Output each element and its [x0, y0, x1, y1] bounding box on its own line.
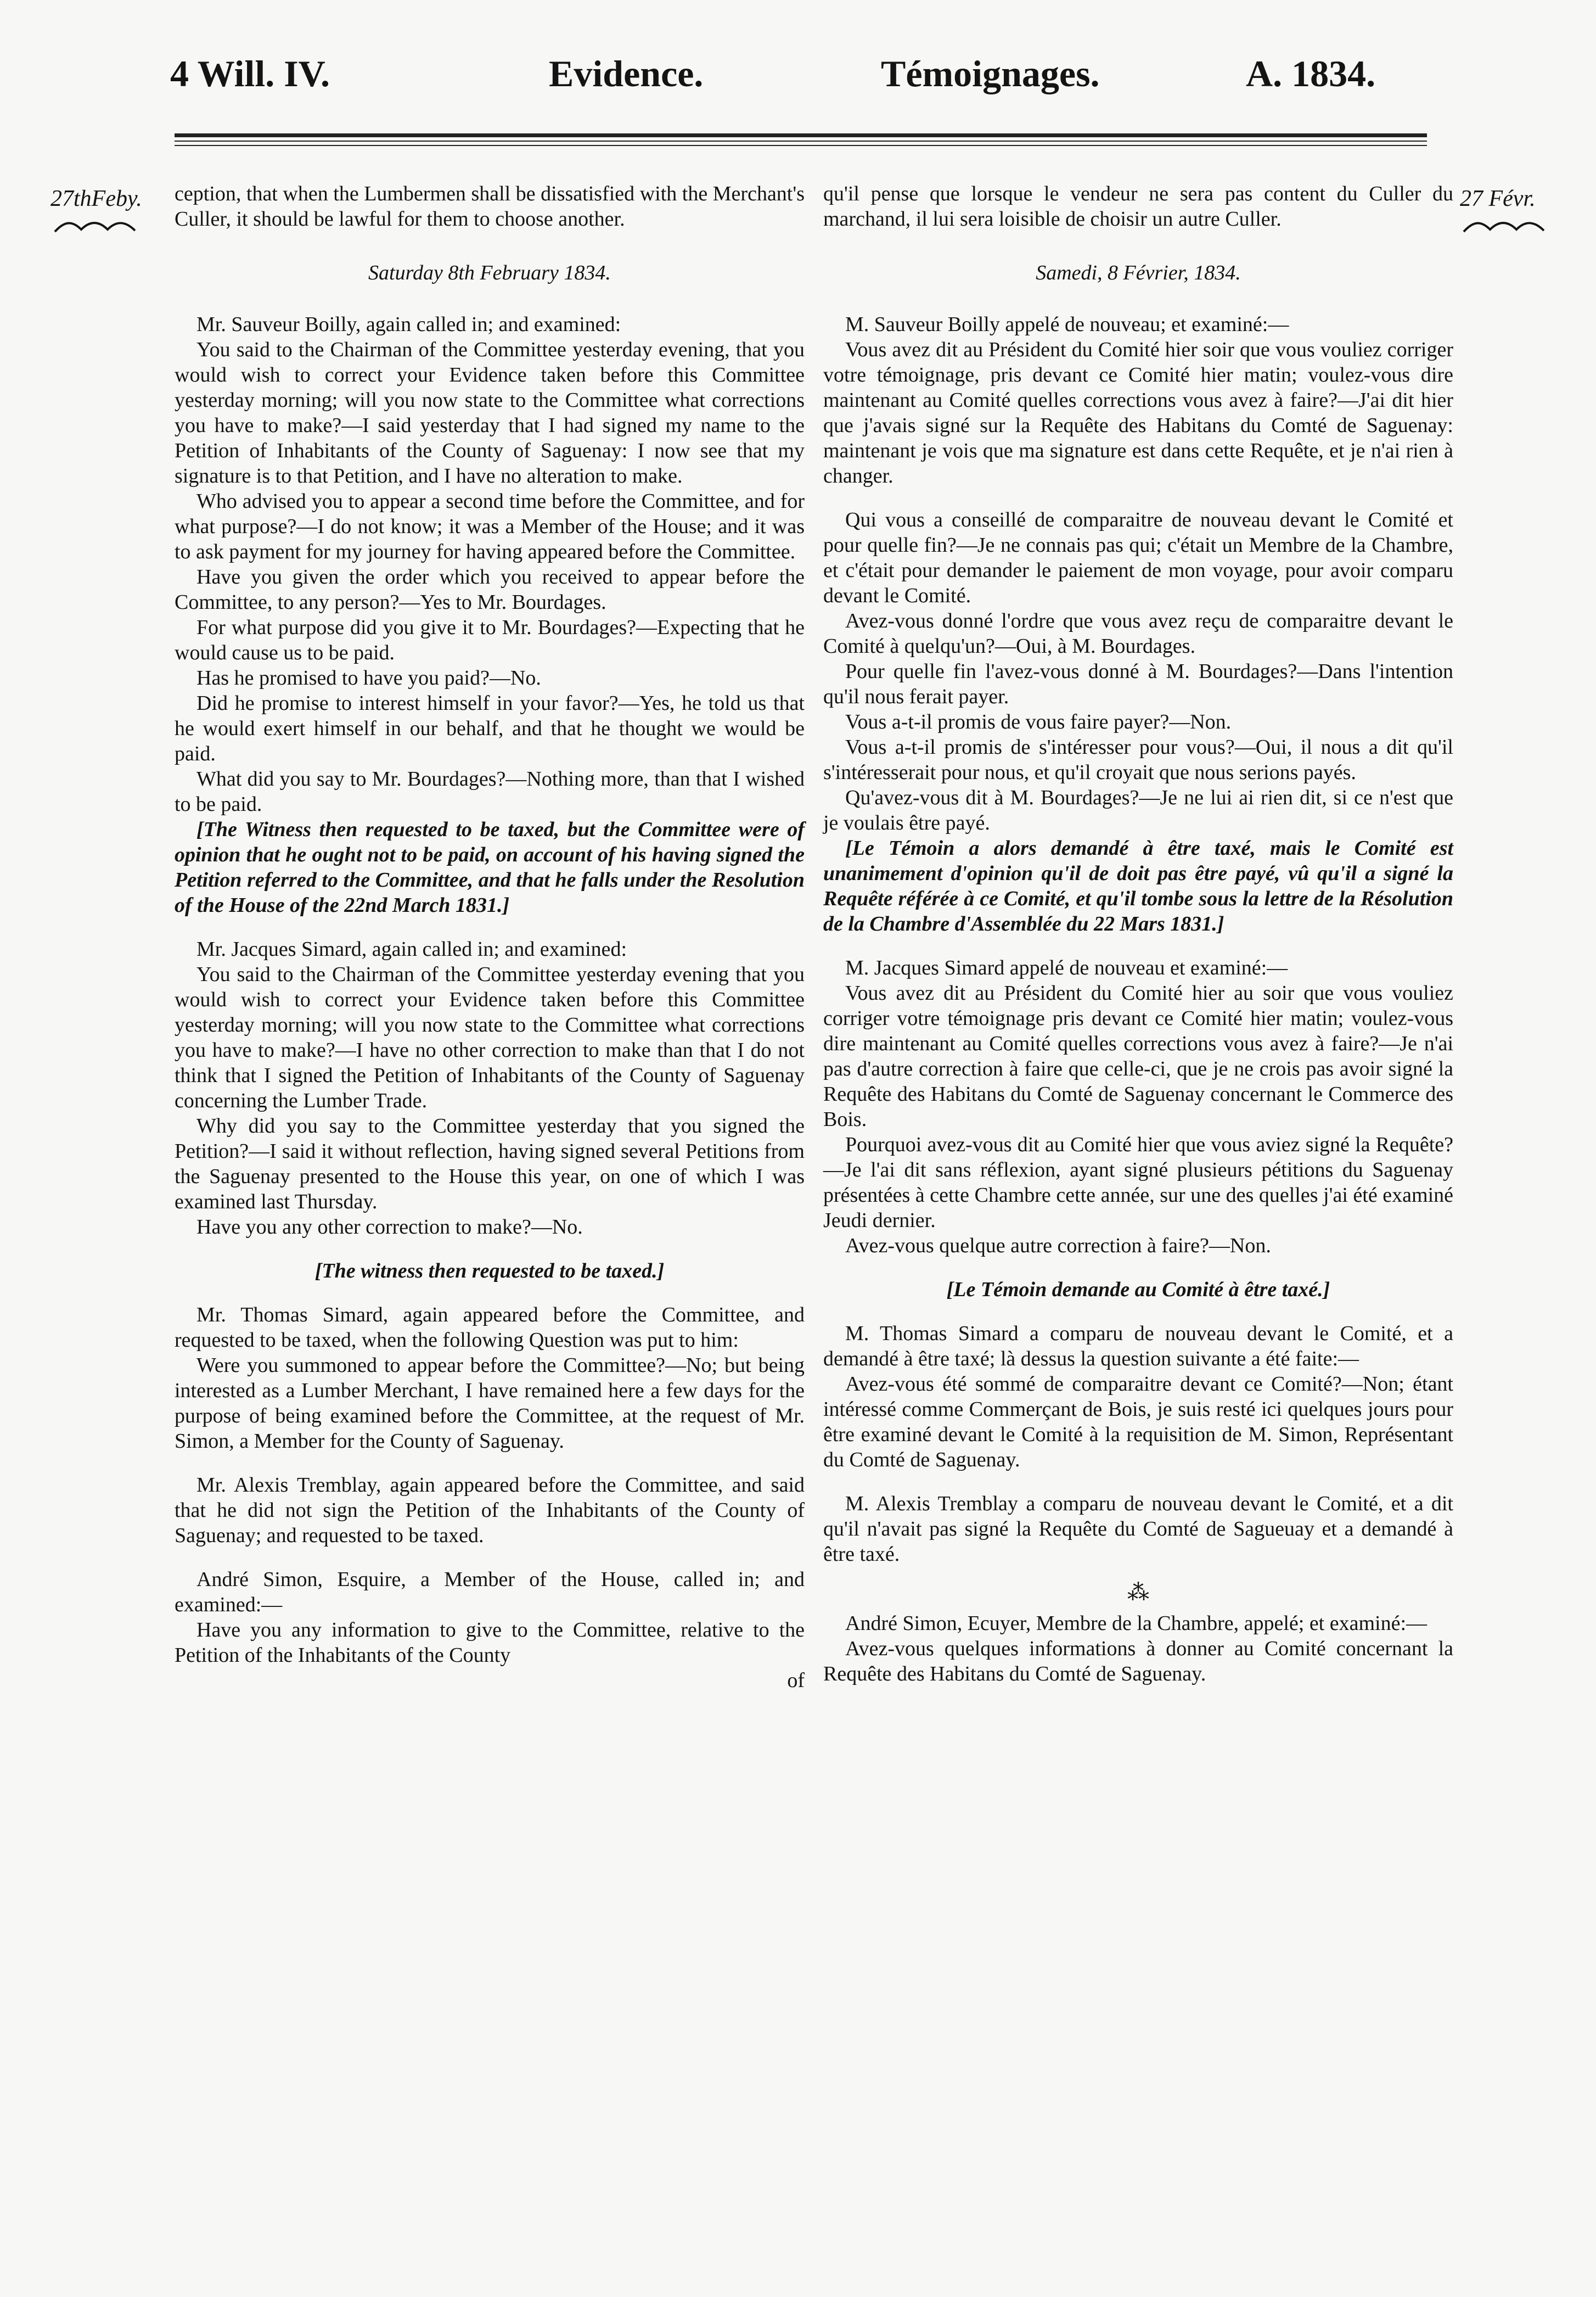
margin-date-english: 27thFeby. — [50, 186, 142, 211]
en-paragraph: Have you given the order which you received to appear before the Committee, to any person?—Yes to Mr. Bourdages. — [175, 565, 805, 614]
en-paragraph: What did you say to Mr. Bourdages?—Nothing more, than that I wished to be paid. — [175, 767, 805, 816]
fr-note: [Le Témoin a alors demandé à être taxé, mais le Comité est unanimement d'opinion qu'il de doit pas être payé, vû qu'il a signé la Requête référée à ce Comité, et qu'il tombe sous la lettre de la Résolution de la Chambre d'Assemblée du 22 Mars 1831.] — [823, 837, 1453, 935]
fr-witness-jacques-simard: M. Jacques Simard appelé de nouveau et examiné:— — [845, 956, 1288, 979]
header-session: 4 Will. IV. — [170, 53, 330, 94]
en-paragraph: You said to the Chairman of the Committee yesterday evening, that you would wish to correct your Evidence taken before this Committee yesterday morning; will you now state to the Committee what corrections you have to make?—I said yesterday that I had signed my name to the Petition of Inhabitants of the County of Saguenay: I now see that my signature is to that Petition, and I have no alteration to make. — [175, 338, 805, 488]
fr-paragraph: Vous avez dit au Président du Comité hier soir que vous vouliez corriger votre témoignage, pris devant ce Comité hier matin; voulez-vous dire maintenant au Comité quelles corrections vous avez à faire?—J'ai dit hier que j'avais signé sur la Requête des Habitans du Comté de Saguenay: maintenant je vois que ma signature est dans cette Requête, et je n'ai rien à changer. — [823, 338, 1453, 488]
en-catchword: of — [787, 1669, 805, 1692]
header-year: A. 1834. — [1246, 53, 1376, 94]
en-witness-simon: André Simon, Esquire, a Member of the House, called in; and examined:— — [175, 1568, 805, 1616]
en-paragraph: Have you any information to give to the Committee, relative to the Petition of the Inhabitants of the County — [175, 1618, 805, 1667]
english-column — [175, 181, 805, 1693]
margin-flourish-right-icon — [1463, 219, 1545, 235]
fr-paragraph: Avez-vous quelques informations à donner au Comité concernant la Requête des Habitans du Comté de Saguenay. — [823, 1637, 1453, 1685]
fr-separator-mark: ⁂ — [1127, 1580, 1149, 1605]
margin-flourish-left-icon — [54, 219, 136, 235]
en-paragraph: You said to the Chairman of the Committee yesterday evening that you would wish to correct your Evidence taken before this Committee yesterday morning; will you now state to the Committee what corrections you have to make?—I have no other correction to make than that I do not think that I signed the Petition of Inhabitants of the County of Saguenay concerning the Lumber Trade. — [175, 963, 805, 1112]
header-title-french: Témoignages. — [881, 53, 1100, 94]
fr-witness-boilly: M. Sauveur Boilly appelé de nouveau; et examiné:— — [845, 313, 1289, 336]
fr-paragraph: Qui vous a conseillé de comparaitre de nouveau devant le Comité et pour quelle fin?—Je ne connais pas qui; c'était un Membre de la Chambre, et c'était pour demander le paiement de mon voyage, pour avoir comparu devant le Comité. — [823, 508, 1453, 607]
header-rule-thin-2 — [175, 145, 1427, 146]
fr-paragraph: Vous avez dit au Président du Comité hier au soir que vous vouliez corriger votre témoignage pris devant ce Comité hier matin; voulez-vous dire maintenant au Comité quelles corrections vous avez à faire?—Je n'ai pas d'autre correction à faire que celle-ci, que je ne crois pas avoir signé la Requête des Habitans du Comté de Saguenay concernant le Commerce des Bois. — [823, 982, 1453, 1131]
header-rule-thick — [175, 133, 1427, 137]
page-header — [0, 52, 1596, 113]
en-paragraph: For what purpose did you give it to Mr. Bourdages?—Expecting that he would cause us to be paid. — [175, 616, 805, 664]
header-rule-thin — [175, 141, 1427, 142]
fr-continuation: qu'il pense que lorsque le vendeur ne sera pas content du Culler du marchand, il lui sera loisible de choisir un autre Culler. — [823, 182, 1453, 231]
header-title-english: Evidence. — [549, 53, 704, 94]
fr-witness-tremblay: M. Alexis Tremblay a comparu de nouveau devant le Comité, et a dit qu'il n'avait pas signé la Requête du Comté de Sagueuay et a demandé à être taxé. — [823, 1492, 1453, 1566]
french-column — [823, 181, 1453, 1687]
en-witness-tremblay: Mr. Alexis Tremblay, again appeared before the Committee, and said that he did not sign the Petition of the Inhabitants of the County of Saguenay; and requested to be taxed. — [175, 1474, 805, 1547]
en-paragraph: Who advised you to appear a second time before the Committee, and for what purpose?—I do not know; it was a Member of the House; and it was to ask payment for my journey for having appeared before the Committee. — [175, 490, 805, 563]
en-continuation: ception, that when the Lumbermen shall be dissatisfied with the Merchant's Culler, it should be lawful for them to choose another. — [175, 182, 805, 231]
fr-paragraph: Vous a-t-il promis de vous faire payer?—Non. — [845, 710, 1232, 733]
en-paragraph: Why did you say to the Committee yesterday that you signed the Petition?—I said it without reflection, having signed several Petitions from the Saguenay presented to the House this year, on one of which I was examined last Thursday. — [175, 1114, 805, 1213]
fr-paragraph: Avez-vous donné l'ordre que vous avez reçu de comparaitre devant le Comité à quelqu'un?—Oui, à M. Bourdages. — [823, 609, 1453, 658]
en-witness-thomas-simard: Mr. Thomas Simard, again appeared before the Committee, and requested to be taxed, when the following Question was put to him: — [175, 1303, 805, 1352]
fr-witness-simon: André Simon, Ecuyer, Membre de la Chambre, appelé; et examiné:— — [845, 1612, 1428, 1635]
en-note: [The witness then requested to be taxed.] — [314, 1259, 665, 1282]
en-paragraph: Have you any other correction to make?—No. — [196, 1215, 583, 1239]
fr-paragraph: Avez-vous quelque autre correction à faire?—Non. — [845, 1234, 1271, 1257]
fr-paragraph: Vous a-t-il promis de s'intéresser pour vous?—Oui, il nous a dit qu'il s'intéresserait pour nous, et qu'il croyait que nous serions payés. — [823, 736, 1453, 784]
fr-session-date: Samedi, 8 Février, 1834. — [1036, 261, 1241, 284]
en-note: [The Witness then requested to be taxed, but the Committee were of opinion that he ought not to be paid, on account of his having signed the Petition referred to the Committee, and that he falls under the Resolution of the House of the 22nd March 1831.] — [175, 818, 805, 917]
en-paragraph: Did he promise to interest himself in your favor?—Yes, he told us that he would exert himself in our behalf, and that he thought we would be paid. — [175, 692, 805, 765]
fr-paragraph: Qu'avez-vous dit à M. Bourdages?—Je ne lui ai rien dit, si ce n'est que je voulais être payé. — [823, 786, 1453, 834]
en-paragraph: Has he promised to have you paid?—No. — [196, 666, 541, 690]
en-witness-boilly: Mr. Sauveur Boilly, again called in; and examined: — [196, 313, 621, 336]
fr-paragraph: Pour quelle fin l'avez-vous donné à M. Bourdages?—Dans l'intention qu'il nous ferait payer. — [823, 660, 1453, 708]
fr-witness-thomas-simard: M. Thomas Simard a comparu de nouveau devant le Comité, et a demandé à être taxé; là dessus la question suivante a été faite:— — [823, 1322, 1453, 1370]
fr-note: [Le Témoin demande au Comité à être taxé.] — [946, 1278, 1330, 1301]
en-witness-jacques-simard: Mr. Jacques Simard, again called in; and examined: — [196, 938, 627, 961]
fr-paragraph: Avez-vous été sommé de comparaitre devant ce Comité?—Non; étant intéressé comme Commerçant de Bois, je suis resté ici quelques jours pour être examiné devant le Comité à la requisition de M. Simon, Représentant du Comté de Saguenay. — [823, 1372, 1453, 1471]
en-paragraph: Were you summoned to appear before the Committee?—No; but being interested as a Lumber Merchant, I have remained here a few days for the purpose of being examined before the Committee, at the request of Mr. Simon, a Member for the County of Saguenay. — [175, 1354, 805, 1453]
fr-paragraph: Pourquoi avez-vous dit au Comité hier que vous aviez signé la Requête?—Je l'ai dit sans réflexion, ayant signé plusieurs pétitions du Saguenay présentées à cette Chambre cette année, sur une des quelles j'ai été examiné Jeudi dernier. — [823, 1133, 1453, 1232]
margin-date-french: 27 Févr. — [1460, 186, 1536, 211]
en-session-date: Saturday 8th February 1834. — [368, 261, 611, 284]
